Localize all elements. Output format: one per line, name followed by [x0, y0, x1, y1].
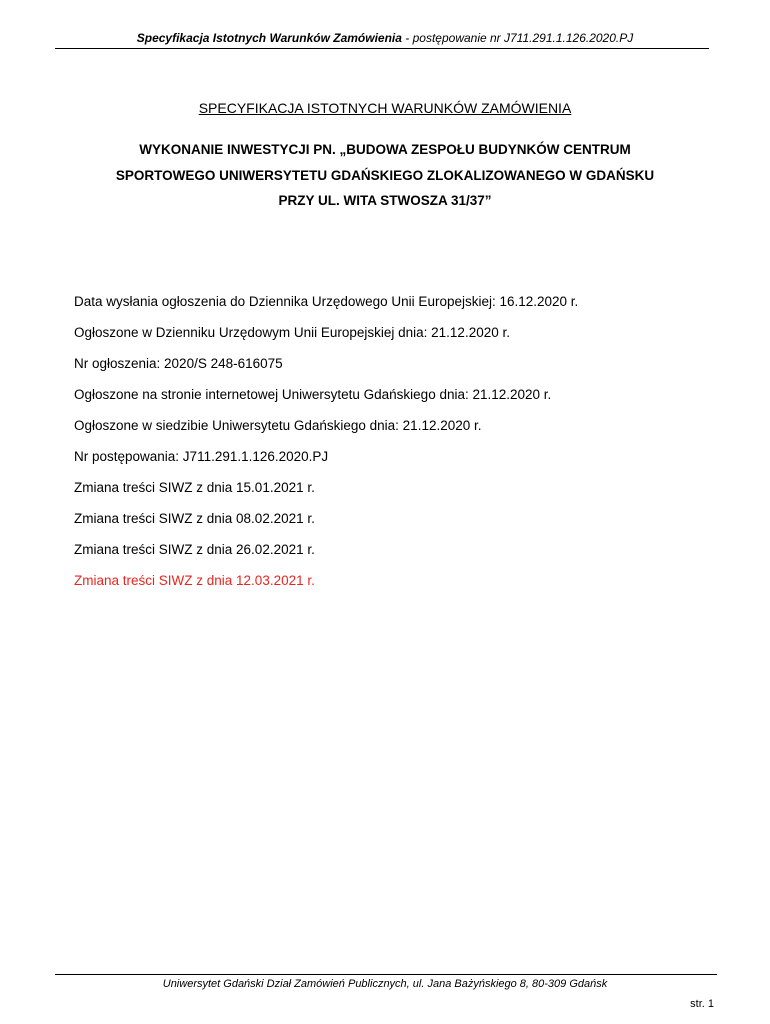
info-line-published-oj: Ogłoszone w Dzienniku Urzędowym Unii Europejskiej dnia: 21.12.2020 r.: [74, 325, 510, 340]
info-line-amendment: Zmiana treści SIWZ z dnia 08.02.2021 r.: [74, 511, 315, 526]
header-divider: [55, 48, 709, 49]
info-list: [74, 294, 578, 604]
header-reference: - postępowanie nr J711.291.1.126.2020.PJ: [401, 31, 634, 45]
main-title-line: SPORTOWEGO UNIWERSYTETU GDAŃSKIEGO ZLOKALIZOWANEGO W GDAŃSKU: [115, 167, 655, 183]
info-line-notice-sent: Data wysłania ogłoszenia do Dziennika Urzędowego Unii Europejskiej: 16.12.2020 r.: [74, 294, 579, 309]
info-line-amendment: Zmiana treści SIWZ z dnia 26.02.2021 r.: [74, 542, 315, 557]
page-header: [0, 31, 770, 45]
header-title: Specyfikacja Istotnych Warunków Zamówienia: [136, 31, 402, 45]
main-title: [75, 137, 695, 214]
info-line-notice-number: Nr ogłoszenia: 2020/S 248-616075: [74, 356, 283, 371]
info-line-procedure-number: Nr postępowania: J711.291.1.126.2020.PJ: [74, 449, 329, 464]
info-line-published-website: Ogłoszone na stronie internetowej Uniwersytetu Gdańskiego dnia: 21.12.2020 r.: [74, 387, 552, 402]
main-title-line: PRZY UL. WITA STWOSZA 31/37”: [278, 193, 492, 208]
info-line-amendment: Zmiana treści SIWZ z dnia 15.01.2021 r.: [74, 480, 315, 495]
info-line-published-seat: Ogłoszone w siedzibie Uniwersytetu Gdańskiego dnia: 21.12.2020 r.: [74, 418, 482, 433]
footer-divider: [55, 974, 717, 975]
main-title-line: WYKONANIE INWESTYCJI PN. „BUDOWA ZESPOŁU BUDYNKÓW CENTRUM: [139, 142, 631, 157]
page-number: str. 1: [690, 998, 714, 1010]
spec-title: SPECYFIKACJA ISTOTNYCH WARUNKÓW ZAMÓWIENIA: [198, 100, 572, 116]
info-line-amendment-latest: Zmiana treści SIWZ z dnia 12.03.2021 r.: [74, 573, 315, 588]
page-footer: Uniwersytet Gdański Dział Zamówień Publicznych, ul. Jana Bażyńskiego 8, 80-309 Gdańsk: [162, 978, 608, 990]
